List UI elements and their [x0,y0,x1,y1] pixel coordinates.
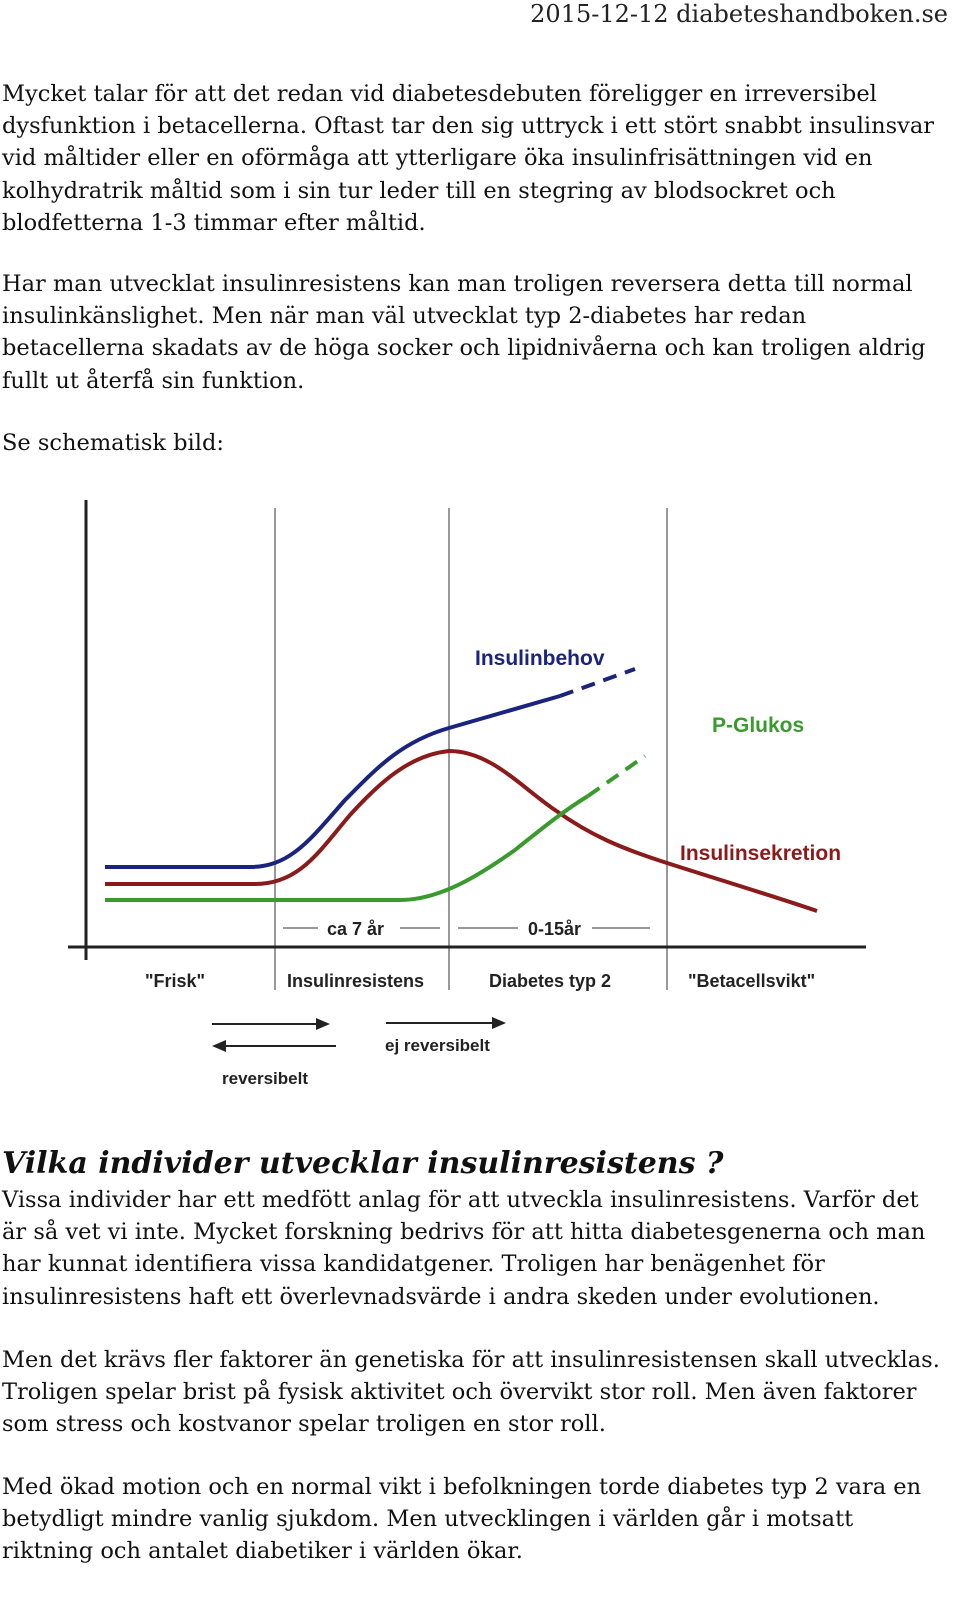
duration-0-15-ar: 0-15år [528,919,582,939]
paragraph-se-schematisk-bild: Se schematisk bild: [2,430,224,456]
stage-betacellsvikt-label: "Betacellsvikt" [688,971,816,991]
insulinbehov-label: Insulinbehov [475,647,605,670]
stage-frisk-label: "Frisk" [145,971,206,991]
paragraph-irreversibel-dysfunktion: Mycket talar för att det redan vid diabetesdebuten föreligger en irreversibel dysfunktion i betacellerna. Oftast tar den sig uttryck i ett stört snabbt insulinsvar vid måltider eller en oförmåga att ytterligare öka insulinfrisättningen vid en kolhydratrik måltid som i sin tur leder till en stegring av blodsockret och blodfetterna 1-3 timmar efter måltid. [2,81,935,236]
section-heading-vilka-individer: Vilka individer utvecklar insulinresistens ? [2,1146,724,1181]
page-header: 2015-12-12 diabeteshandboken.se [530,0,948,28]
p-glukos-label: P-Glukos [712,714,805,737]
ej-reversibelt-label: ej reversibelt [385,1036,490,1055]
paragraph-okad-motion: Med ökad motion och en normal vikt i befolkningen torde diabetes typ 2 vara en betydligt mindre vanlig sjukdom. Men utvecklingen i världen går i motsatt riktning och antalet diabetiker i världen ökar. [2,1474,922,1565]
stage-diabetes-label: Diabetes typ 2 [489,971,612,991]
schematic-figure [0,470,880,1100]
diagram-background [0,470,880,1100]
reversibelt-label: reversibelt [222,1069,308,1088]
paragraph-fler-faktorer: Men det krävs fler faktorer än genetiska för att insulinresistensen skall utvecklas. Troligen spelar brist på fysisk aktivitet och övervikt stor roll. Men även faktorer som stress och kostvanor spelar troligen en stor roll. [2,1347,940,1438]
stage-insulinresistens-label: Insulinresistens [287,971,425,991]
paragraph-medfott-anlag: Vissa individer har ett medfött anlag för att utveckla insulinresistens. Varför det är så vet vi inte. Mycket forskning bedrivs för att hitta diabetesgenerna och man har kunnat identifiera vissa kandidatgener. Troligen har benägenhet för insulinresistens haft ett överlevnadsvärde i andra skeden under evolutionen. [2,1187,926,1310]
paragraph-reversera-insulinresistens: Har man utvecklat insulinresistens kan man troligen reversera detta till normal insulinkänslighet. Men när man väl utvecklat typ 2-diabetes har redan betacellerna skadats av de höga socker och lipidnivåerna och kan troligen aldrig fullt ut återfå sin funktion. [2,271,926,394]
insulinsekretion-label: Insulinsekretion [680,842,842,865]
schematic-diagram [0,470,880,1100]
duration-ca-7-ar: ca 7 år [327,919,385,939]
